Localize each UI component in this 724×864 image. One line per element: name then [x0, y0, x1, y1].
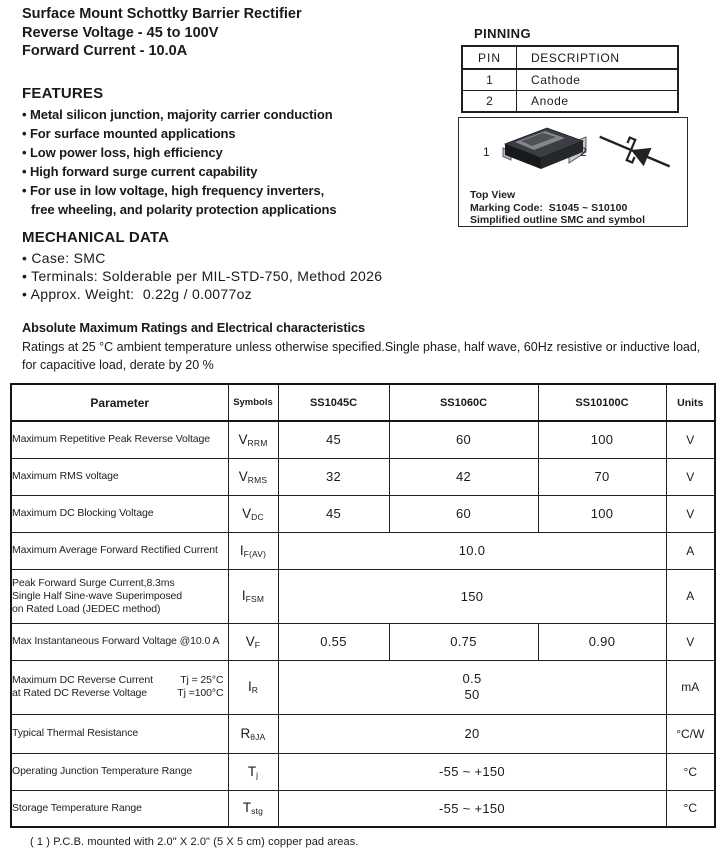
feature-item: • Metal silicon junction, majority carrier conduction — [22, 107, 333, 122]
symbol-cell — [228, 660, 278, 714]
figure-pin2-label: 2 — [580, 145, 587, 159]
parameter-line — [12, 687, 228, 700]
merged-value-cell: -55 ~ +150 — [278, 753, 666, 790]
package-figure-box — [458, 117, 688, 227]
table-row-tj — [11, 753, 715, 790]
parameter-line — [12, 674, 228, 687]
symbol-main: T — [242, 800, 252, 816]
figure-caption-line: Top View — [470, 189, 516, 201]
parameter-cell: Maximum Repetitive Peak Reverse Voltage — [11, 421, 228, 458]
features-list — [22, 105, 337, 219]
value-cell: 0.75 — [389, 623, 538, 660]
symbol-sub: DC — [251, 511, 264, 522]
symbol-main: V — [238, 431, 248, 447]
parameter-line: Peak Forward Surge Current,8.3ms — [12, 576, 175, 589]
col-header-parameter: Parameter — [11, 384, 228, 421]
parameter-cell: Maximum Average Forward Rectified Current — [11, 532, 228, 569]
value-cell: 32 — [278, 458, 389, 495]
symbol-main: I — [239, 542, 244, 558]
feature-item: • For surface mounted applications — [22, 126, 236, 141]
col-header-symbols: Symbols — [228, 384, 278, 421]
symbol-cell — [228, 458, 278, 495]
unit-cell: V — [666, 421, 715, 458]
feature-item: • Low power loss, high efficiency — [22, 145, 223, 160]
symbol-cell — [228, 623, 278, 660]
value-cell: 100 — [538, 495, 666, 532]
figure-captions — [470, 189, 645, 227]
table-row-vf — [11, 623, 715, 660]
unit-cell: A — [666, 569, 715, 623]
parameter-text: Maximum DC Reverse Current — [12, 674, 153, 686]
merged-value-cell: 150 — [278, 569, 666, 623]
pinning-col-description: DESCRIPTION — [517, 46, 679, 69]
value-line: 0.5 — [462, 671, 482, 686]
pin-number: 1 — [462, 69, 517, 91]
condition-rest: =100°C — [185, 687, 224, 699]
table-row-ifav — [11, 532, 715, 569]
ratings-table — [10, 383, 716, 828]
parameter-cell: Storage Temperature Range — [11, 790, 228, 827]
unit-cell: °C — [666, 790, 715, 827]
unit-cell: V — [666, 623, 715, 660]
symbol-sub: R — [251, 685, 259, 695]
unit-cell: °C/W — [666, 714, 715, 753]
feature-item: • High forward surge current capability — [22, 164, 258, 179]
symbol-cell — [228, 421, 278, 458]
title-line: Forward Current - 10.0A — [22, 43, 188, 59]
mechanical-item: • Approx. Weight: 0.22g / 0.0077oz — [22, 286, 252, 302]
value-cell: 60 — [389, 495, 538, 532]
symbol-cell — [228, 753, 278, 790]
merged-value-cell: 10.0 — [278, 532, 666, 569]
symbol-main: R — [240, 725, 251, 741]
mechanical-item: • Terminals: Solderable per MIL-STD-750, Method 2026 — [22, 268, 383, 284]
symbol-sub: j — [256, 769, 259, 780]
symbol-cell — [228, 790, 278, 827]
symbol-main: V — [238, 468, 248, 484]
condition-text — [177, 687, 223, 700]
ratings-note-line: for capacitive load, derate by 20 % — [22, 358, 214, 372]
pinning-row — [462, 69, 678, 91]
col-header-ss1045c: SS1045C — [278, 384, 389, 421]
title-line: Surface Mount Schottky Barrier Rectifier — [22, 6, 302, 22]
unit-cell: °C — [666, 753, 715, 790]
symbol-sub: RMS — [247, 474, 268, 485]
unit-cell: V — [666, 458, 715, 495]
mechanical-data-heading: MECHANICAL DATA — [22, 229, 170, 246]
symbol-main: I — [241, 588, 246, 603]
merged-value-cell: -55 ~ +150 — [278, 790, 666, 827]
parameter-line: on Rated Load (JEDEC method) — [12, 602, 161, 615]
ratings-note-line: Ratings at 25 °C ambient temperature unless otherwise specified.Single phase, half wave, 60Hz resistive or inductive load, — [22, 340, 701, 354]
condition-text — [180, 674, 223, 687]
pinning-col-pin: PIN — [462, 46, 517, 69]
smc-package-icon — [503, 128, 586, 169]
symbol-cell — [228, 495, 278, 532]
condition-sub: j — [186, 674, 189, 686]
mechanical-data-list — [22, 249, 382, 303]
package-and-symbol-drawing — [459, 118, 686, 188]
value-cell: 0.55 — [278, 623, 389, 660]
symbol-main: V — [245, 633, 255, 649]
symbol-sub: RRM — [247, 437, 268, 448]
ratings-heading: Absolute Maximum Ratings and Electrical characteristics — [22, 320, 365, 335]
unit-cell: A — [666, 532, 715, 569]
parameter-cell: Max Instantaneous Forward Voltage @10.0 A — [11, 623, 228, 660]
unit-cell: mA — [666, 660, 715, 714]
col-header-units: Units — [666, 384, 715, 421]
pinning-row — [462, 91, 678, 113]
parameter-cell: Typical Thermal Resistance — [11, 714, 228, 753]
value-line: 50 — [464, 687, 480, 702]
figure-caption-line: Marking Code: S1045 ~ S10100 — [470, 201, 628, 214]
pin-description: Cathode — [517, 69, 679, 91]
parameter-text: at Rated DC Reverse Voltage — [12, 687, 148, 699]
mechanical-item: • Case: SMC — [22, 250, 106, 266]
value-cell: 0.90 — [538, 623, 666, 660]
condition-main: T — [180, 674, 187, 686]
symbol-cell — [228, 714, 278, 753]
table-row-vrms — [11, 458, 715, 495]
symbol-sub: stg — [251, 806, 264, 817]
parameter-cell: Maximum DC Blocking Voltage — [11, 495, 228, 532]
ratings-note — [22, 338, 700, 374]
table-row-ifsm — [11, 569, 715, 623]
pinning-table — [461, 45, 679, 113]
value-cell: 45 — [278, 421, 389, 458]
parameter-cell: Operating Junction Temperature Range — [11, 753, 228, 790]
symbol-sub: F(AV) — [243, 548, 267, 559]
symbol-main: V — [242, 505, 252, 521]
unit-cell: V — [666, 495, 715, 532]
symbol-sub: F — [254, 639, 261, 650]
table-row-ir — [11, 660, 715, 714]
symbol-main: I — [247, 679, 252, 694]
table-row-rthja — [11, 714, 715, 753]
symbol-cell — [228, 569, 278, 623]
feature-item-continuation: free wheeling, and polarity protection applications — [31, 202, 337, 217]
parameter-cell — [11, 660, 228, 714]
symbol-sub: FSM — [245, 594, 265, 604]
value-cell: 60 — [389, 421, 538, 458]
col-header-ss10100c: SS10100C — [538, 384, 666, 421]
col-header-ss1060c: SS1060C — [389, 384, 538, 421]
merged-value-cell: 20 — [278, 714, 666, 753]
merged-value-cell — [278, 660, 666, 714]
ratings-header-row — [11, 384, 715, 421]
figure-caption-line: Simplified outline SMC and symbol — [470, 214, 646, 226]
pin-number: 2 — [462, 91, 517, 113]
title-line: Reverse Voltage - 45 to 100V — [22, 24, 219, 41]
condition-rest: = 25°C — [188, 674, 224, 686]
pin-description: Anode — [517, 91, 679, 113]
pinning-heading: PINNING — [474, 26, 531, 41]
value-cell: 45 — [278, 495, 389, 532]
feature-item: • For use in low voltage, high frequency inverters, — [22, 183, 325, 198]
document-title — [22, 5, 302, 61]
parameter-line: Single Half Sine-wave Superimposed — [12, 589, 182, 602]
value-cell: 100 — [538, 421, 666, 458]
symbol-cell — [228, 532, 278, 569]
parameter-cell: Maximum RMS voltage — [11, 458, 228, 495]
pinning-header-row — [462, 46, 678, 69]
features-heading: FEATURES — [22, 85, 104, 102]
value-cell: 70 — [538, 458, 666, 495]
condition-main: T — [177, 687, 184, 699]
parameter-cell — [11, 569, 228, 623]
condition-sub: j — [183, 687, 186, 699]
schottky-diode-symbol-icon — [595, 127, 674, 177]
table-row-vrrm — [11, 421, 715, 458]
value-cell: 42 — [389, 458, 538, 495]
symbol-sub: θJA — [250, 731, 266, 742]
table-row-vdc — [11, 495, 715, 532]
table-row-tstg — [11, 790, 715, 827]
footnote: ( 1 ) P.C.B. mounted with 2.0" X 2.0" (5 X 5 cm) copper pad areas. — [30, 836, 359, 848]
figure-pin1-label: 1 — [483, 145, 490, 159]
symbol-main: T — [247, 763, 257, 779]
